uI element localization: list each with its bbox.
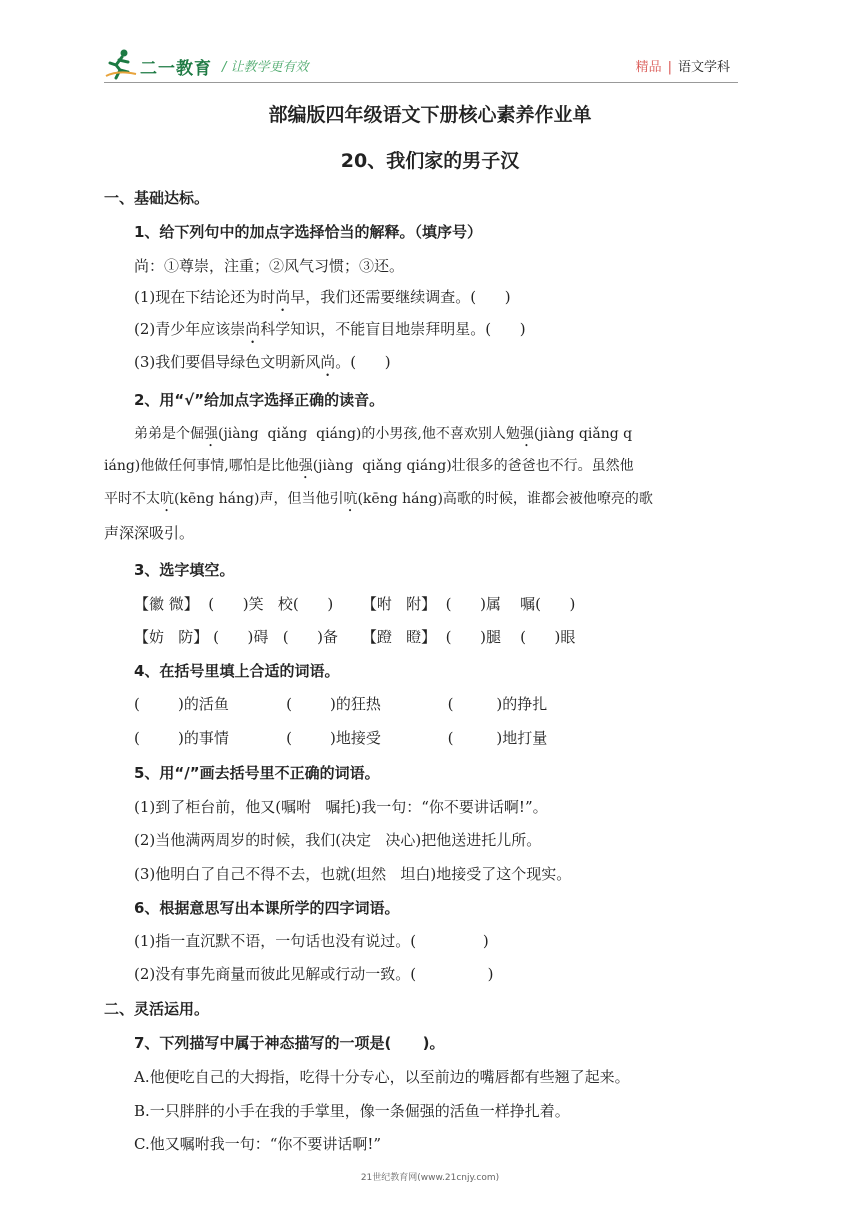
- header-right: [636, 56, 730, 75]
- q5-sentence-1: (1)到了柜台前，他又(嘱咐 嘱托)我一句：“你不要讲话啊!”。: [134, 798, 548, 816]
- q4-row-2: ( )的事情 ( )地接受 ( )地打量: [134, 729, 548, 747]
- lesson-title: 20、我们家的男子汉: [340, 150, 520, 172]
- q6-item-1: (1)指一直沉默不语，一句话也没有说过。( ): [134, 932, 489, 950]
- quality-tag: 精品: [635, 60, 662, 75]
- q5-heading: 5、用“/”画去括号里不正确的词语。: [134, 764, 380, 782]
- q1-sentence-1: (1)现在下结论还为时尚早，我们还需要继续调查。( ): [134, 288, 511, 306]
- q2-paragraph-line-2: iáng)他做任何事情,哪怕是比他强(jiàng qiǎng qiáng)壮很多的爸爸也不行。虽然他: [104, 458, 634, 474]
- q6-item-2: (2)没有事先商量而彼此见解或行动一致。( ): [134, 965, 494, 983]
- q1-heading: 1、给下列句中的加点字选择恰当的解释。（填序号）: [134, 223, 482, 241]
- q1-sentence-2: (2)青少年应该崇尚科学知识，不能盲目地崇拜明星。( ): [134, 320, 526, 338]
- section-2-heading: 二、灵活运用。: [104, 1000, 210, 1018]
- page-footer: 21世纪教育网(www.21cnjy.com): [360, 1173, 500, 1183]
- q1-definitions: 尚：①尊崇，注重；②风气习惯；③还。: [134, 257, 405, 275]
- q4-heading: 4、在括号里填上合适的词语。: [134, 662, 340, 680]
- brand-name: 二一教育: [140, 59, 212, 79]
- q2-paragraph-line-1: 弟弟是个倔强(jiàng qiǎng qiáng)的小男孩,他不喜欢别人勉强(jiàng qiǎng q: [134, 426, 633, 442]
- q1-sentence-3: (3)我们要倡导绿色文明新风尚。( ): [134, 353, 391, 371]
- slogan: / 让教学更有效: [222, 60, 309, 75]
- q7-heading: 7、下列描写中属于神态描写的一项是( )。: [134, 1034, 445, 1052]
- q4-row-1: ( )的活鱼 ( )的狂热 ( )的挣扎: [134, 695, 548, 713]
- q3-row-2: 【妨 防】 ( )碍 ( )备 【蹬 瞪】 ( )腿 ( )眼: [134, 628, 576, 646]
- header-divider: [104, 82, 738, 83]
- q3-row-1: 【徽 微】 ( )笑 校( ) 【咐 附】 ( )属 嘱( ): [134, 595, 576, 613]
- doc-title: 部编版四年级语文下册核心素养作业单: [268, 104, 592, 126]
- q5-sentence-3: (3)他明白了自己不得不去，也就(坦然 坦白)地接受了这个现实。: [134, 865, 572, 883]
- runner-logo-icon: [104, 48, 138, 80]
- q5-sentence-2: (2)当他满两周岁的时候，我们(决定 决心)把他送进托儿所。: [134, 831, 542, 849]
- header-separator: |: [667, 60, 672, 75]
- page-header: [104, 44, 738, 84]
- q7-option-b: B.一只胖胖的小手在我的手掌里，像一条倔强的活鱼一样挣扎着。: [134, 1102, 570, 1120]
- section-1-heading: 一、基础达标。: [104, 189, 210, 207]
- q3-heading: 3、选字填空。: [134, 561, 235, 579]
- q2-paragraph-line-4: 声深深吸引。: [104, 524, 195, 542]
- subject-label: 语文学科: [677, 60, 730, 75]
- q7-option-c: C.他又嘱咐我一句：“你不要讲话啊!”: [134, 1135, 382, 1153]
- q7-option-a: A.他便吃自己的大拇指，吃得十分专心，以至前边的嘴唇都有些翘了起来。: [134, 1068, 630, 1086]
- q6-heading: 6、根据意思写出本课所学的四字词语。: [134, 899, 400, 917]
- q2-heading: 2、用“√”给加点字选择正确的读音。: [134, 391, 385, 409]
- q2-paragraph-line-3: 平时不太吭(kēng háng)声，但当他引吭(kēng háng)高歌的时候，谁都会被他嘹亮的歌: [104, 491, 653, 507]
